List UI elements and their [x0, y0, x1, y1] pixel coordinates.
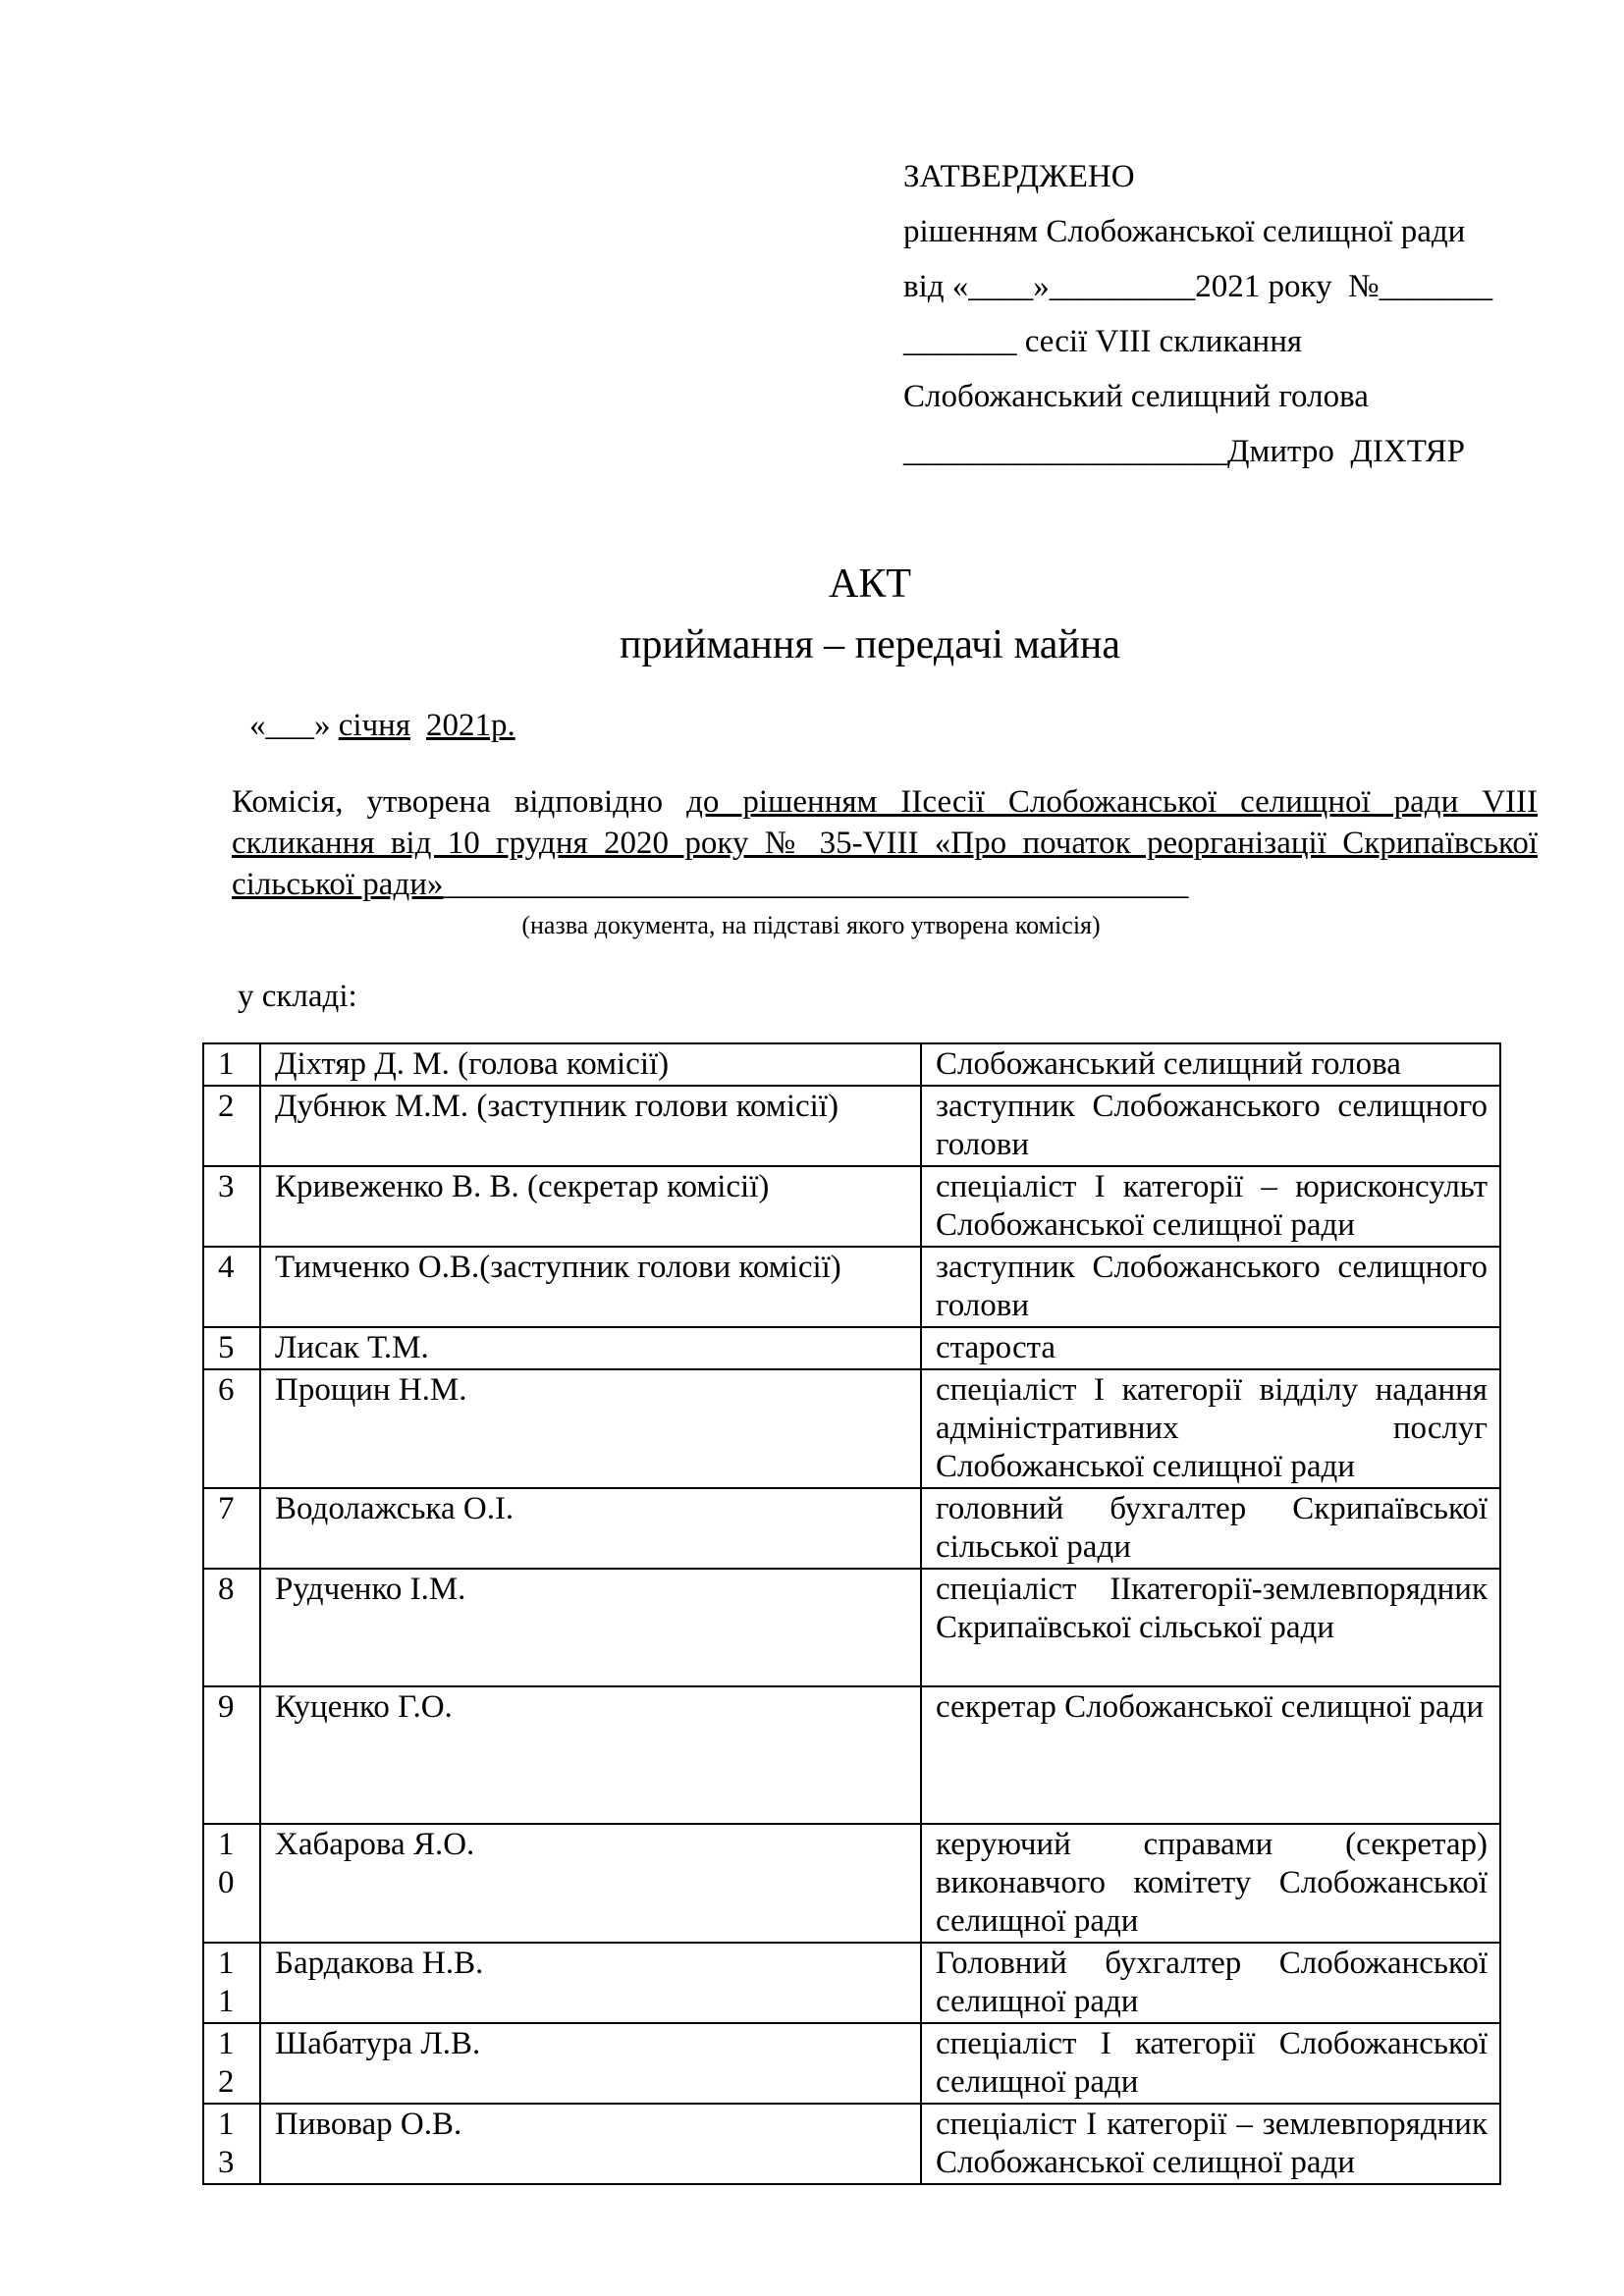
approval-line-signature: ____________________Дмитро ДІХТЯР: [903, 434, 1465, 469]
paragraph-underlined-basis: до рішенням ІІсесії Слобожанської селищної ради VIII скликання від 10 грудня 2020 року № 35-VIII «Про початок реорганізації Скрипаївської сільської ради»: [232, 784, 1538, 902]
cell-number: 1: [203, 1043, 260, 1086]
approval-line-session: _______ сесії VIII скликання: [903, 324, 1303, 359]
cell-position: Слобожанський селищний голова: [921, 1043, 1500, 1086]
table-row: [203, 1686, 1500, 1824]
cell-number: 10: [203, 1824, 260, 1943]
cell-position: староста: [921, 1327, 1500, 1369]
cell-member-name: Кривеженко В. В. (секретар комісії): [260, 1166, 921, 1247]
commission-table: [202, 1042, 1501, 2185]
cell-member-name: Шабатура Л.В.: [260, 2023, 921, 2104]
cell-number: 9: [203, 1686, 260, 1824]
cell-member-name: Лисак Т.М.: [260, 1327, 921, 1369]
cell-member-name: Хабарова Я.О.: [260, 1824, 921, 1943]
table-row: [203, 1327, 1500, 1369]
cell-member-name: Тимченко О.В.(заступник голови комісії): [260, 1247, 921, 1327]
cell-number: 5: [203, 1327, 260, 1369]
cell-number: 3: [203, 1166, 260, 1247]
table-row: [203, 1166, 1500, 1247]
table-row: [203, 1569, 1500, 1686]
date-year: 2021р.: [426, 708, 515, 743]
approval-line-approved: ЗАТВЕРДЖЕНО: [903, 159, 1135, 194]
cell-number: 13: [203, 2104, 260, 2184]
approval-block: [903, 149, 1508, 479]
approval-line-decision: рішенням Слобожанської селищної ради: [903, 214, 1466, 249]
cell-member-name: Прощин Н.М.: [260, 1369, 921, 1488]
paragraph-lead: Комісія, утворена відповідно: [232, 784, 687, 820]
cell-member-name: Діхтяр Д. М. (голова комісії): [260, 1043, 921, 1086]
approval-line-date-number: від «____»_________2021 року №_______: [903, 269, 1493, 304]
date-month: січня: [338, 708, 411, 743]
document-subtitle: приймання – передачі майна: [620, 622, 1120, 667]
table-row: [203, 1043, 1500, 1086]
cell-member-name: Куценко Г.О.: [260, 1686, 921, 1824]
cell-position: спеціаліст І категорії Слобожанської селищної ради: [921, 2023, 1500, 2104]
cell-member-name: Бардакова Н.В.: [260, 1943, 921, 2023]
commission-paragraph: [232, 781, 1538, 905]
cell-position: спеціаліст ІІкатегорії-землевпорядник Скрипаївської сільської ради: [921, 1569, 1500, 1686]
cell-position: заступник Слобожанського селищного голови: [921, 1086, 1500, 1166]
cell-number: 6: [203, 1369, 260, 1488]
cell-number: 7: [203, 1488, 260, 1569]
cell-position: заступник Слобожанського селищного голови: [921, 1247, 1500, 1327]
cell-position: спеціаліст І категорії – землевпорядник Слобожанської селищної ради: [921, 2104, 1500, 2184]
cell-number: 11: [203, 1943, 260, 2023]
cell-position: керуючий справами (секретар) виконавчого комітету Слобожанської селищної ради: [921, 1824, 1500, 1943]
cell-position: спеціаліст І категорії відділу надання адміністративних послуг Слобожанської селищної ради: [921, 1369, 1500, 1488]
date-blank: «___»: [249, 708, 339, 743]
document-title: АКТ: [829, 561, 911, 607]
cell-position: спеціаліст І категорії – юрисконсульт Слобожанської селищної ради: [921, 1166, 1500, 1247]
approval-line-head-title: Слобожанський селищний голова: [903, 379, 1369, 414]
table-row: [203, 2104, 1500, 2184]
cell-position: головний бухгалтер Скрипаївської сільської ради: [921, 1488, 1500, 1569]
commission-table-body: [203, 1043, 1500, 2184]
cell-number: 2: [203, 1086, 260, 1166]
cell-number: 4: [203, 1247, 260, 1327]
table-row: [203, 1369, 1500, 1488]
document-basis-caption: (назва документа, на підставі якого утворена комісія): [521, 911, 1101, 939]
cell-number: 8: [203, 1569, 260, 1686]
cell-member-name: Водолажська О.І.: [260, 1488, 921, 1569]
cell-position: Головний бухгалтер Слобожанської селищної ради: [921, 1943, 1500, 2023]
cell-member-name: Дубнюк М.М. (заступник голови комісії): [260, 1086, 921, 1166]
table-row: [203, 1247, 1500, 1327]
table-row: [203, 2023, 1500, 2104]
table-row: [203, 1943, 1500, 2023]
table-row: [203, 1824, 1500, 1943]
cell-position: секретар Слобожанської селищної ради: [921, 1686, 1500, 1824]
composition-label: у складі:: [238, 979, 357, 1014]
paragraph-tail-line: ______________________________________________: [443, 867, 1189, 902]
cell-member-name: Пивовар О.В.: [260, 2104, 921, 2184]
date-line: [232, 705, 1508, 746]
table-row: [203, 1488, 1500, 1569]
table-row: [203, 1086, 1500, 1166]
cell-number: 12: [203, 2023, 260, 2104]
cell-member-name: Рудченко І.М.: [260, 1569, 921, 1686]
title-block: [232, 554, 1508, 675]
